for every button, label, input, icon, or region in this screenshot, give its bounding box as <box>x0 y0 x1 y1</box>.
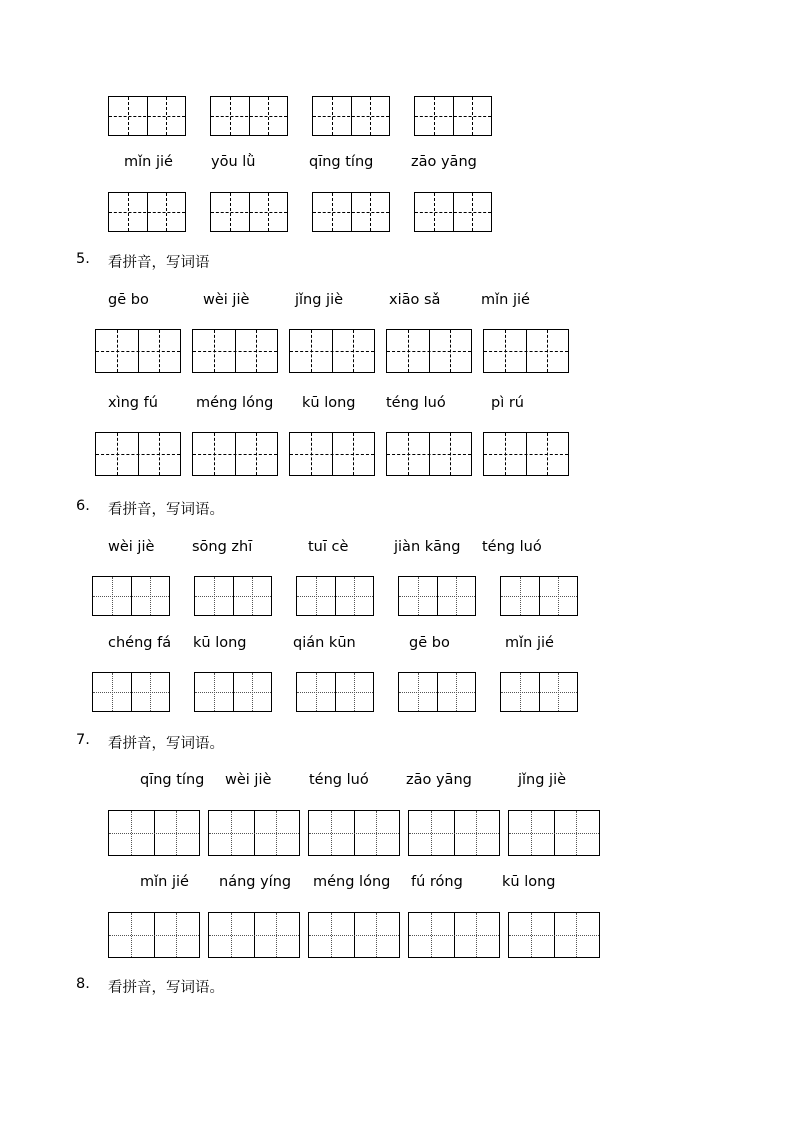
writing-grid[interactable] <box>208 810 300 856</box>
question-title: 看拼音，写词语。 <box>108 736 224 752</box>
writing-grid[interactable] <box>483 432 569 476</box>
pinyin-word: kū long <box>193 635 247 651</box>
pinyin-word: zāo yāng <box>411 154 477 170</box>
pinyin-word: méng lóng <box>196 395 274 411</box>
pinyin-word: qīng tíng <box>140 772 205 788</box>
pinyin-word: kū long <box>302 395 356 411</box>
writing-grid[interactable] <box>92 672 170 712</box>
pinyin-word: chéng fá <box>108 635 172 651</box>
writing-grid[interactable] <box>208 912 300 958</box>
pinyin-word: gē bo <box>409 635 450 651</box>
pinyin-word: fú róng <box>411 874 463 890</box>
question-number: 8. <box>76 976 90 992</box>
pinyin-word: kū long <box>502 874 556 890</box>
pinyin-word: mǐn jié <box>505 635 554 651</box>
question-number: 5. <box>76 251 90 267</box>
question-number: 6. <box>76 498 90 514</box>
question-title: 看拼音，写词语。 <box>108 502 224 518</box>
writing-grid[interactable] <box>95 432 181 476</box>
pinyin-word: yōu lǜ <box>211 154 256 170</box>
writing-grid[interactable] <box>108 810 200 856</box>
writing-grid[interactable] <box>398 576 476 616</box>
pinyin-word: méng lóng <box>313 874 391 890</box>
pinyin-word: wèi jiè <box>203 292 250 308</box>
writing-grid[interactable] <box>108 192 186 232</box>
writing-grid[interactable] <box>308 912 400 958</box>
writing-grid[interactable] <box>386 432 472 476</box>
writing-grid[interactable] <box>483 329 569 373</box>
pinyin-word: téng luó <box>386 395 446 411</box>
pinyin-word: xìng fú <box>108 395 158 411</box>
writing-grid[interactable] <box>508 912 600 958</box>
pinyin-word: wèi jiè <box>108 539 155 555</box>
pinyin-word: qīng tíng <box>309 154 374 170</box>
pinyin-word: zāo yāng <box>406 772 472 788</box>
pinyin-word: xiāo sǎ <box>389 292 441 308</box>
pinyin-word: tuī cè <box>308 539 349 555</box>
question-title: 看拼音，写词语 <box>108 255 210 271</box>
pinyin-word: pì rú <box>491 395 524 411</box>
writing-grid[interactable] <box>192 329 278 373</box>
writing-grid[interactable] <box>296 576 374 616</box>
pinyin-word: náng yíng <box>219 874 292 890</box>
writing-grid[interactable] <box>414 192 492 232</box>
writing-grid[interactable] <box>108 96 186 136</box>
writing-grid[interactable] <box>508 810 600 856</box>
writing-grid[interactable] <box>296 672 374 712</box>
pinyin-word: jǐng jiè <box>518 772 567 788</box>
writing-grid[interactable] <box>500 576 578 616</box>
pinyin-word: téng luó <box>482 539 542 555</box>
writing-grid[interactable] <box>95 329 181 373</box>
writing-grid[interactable] <box>192 432 278 476</box>
writing-grid[interactable] <box>210 192 288 232</box>
writing-grid[interactable] <box>312 192 390 232</box>
pinyin-word: jiàn kāng <box>394 539 461 555</box>
pinyin-word: mǐn jié <box>140 874 189 890</box>
writing-grid[interactable] <box>289 329 375 373</box>
pinyin-word: mǐn jié <box>481 292 530 308</box>
writing-grid[interactable] <box>408 912 500 958</box>
writing-grid[interactable] <box>194 672 272 712</box>
writing-grid[interactable] <box>386 329 472 373</box>
writing-grid[interactable] <box>210 96 288 136</box>
writing-grid[interactable] <box>194 576 272 616</box>
pinyin-word: jǐng jiè <box>295 292 344 308</box>
writing-grid[interactable] <box>398 672 476 712</box>
question-number: 7. <box>76 732 90 748</box>
writing-grid[interactable] <box>92 576 170 616</box>
writing-grid[interactable] <box>289 432 375 476</box>
pinyin-word: téng luó <box>309 772 369 788</box>
writing-grid[interactable] <box>312 96 390 136</box>
question-title: 看拼音，写词语。 <box>108 980 224 996</box>
writing-grid[interactable] <box>500 672 578 712</box>
pinyin-word: mǐn jié <box>124 154 173 170</box>
writing-grid[interactable] <box>414 96 492 136</box>
pinyin-word: wèi jiè <box>225 772 272 788</box>
writing-grid[interactable] <box>408 810 500 856</box>
pinyin-word: gē bo <box>108 292 149 308</box>
writing-grid[interactable] <box>108 912 200 958</box>
pinyin-word: qián kūn <box>293 635 356 651</box>
pinyin-word: sōng zhī <box>192 539 253 555</box>
writing-grid[interactable] <box>308 810 400 856</box>
